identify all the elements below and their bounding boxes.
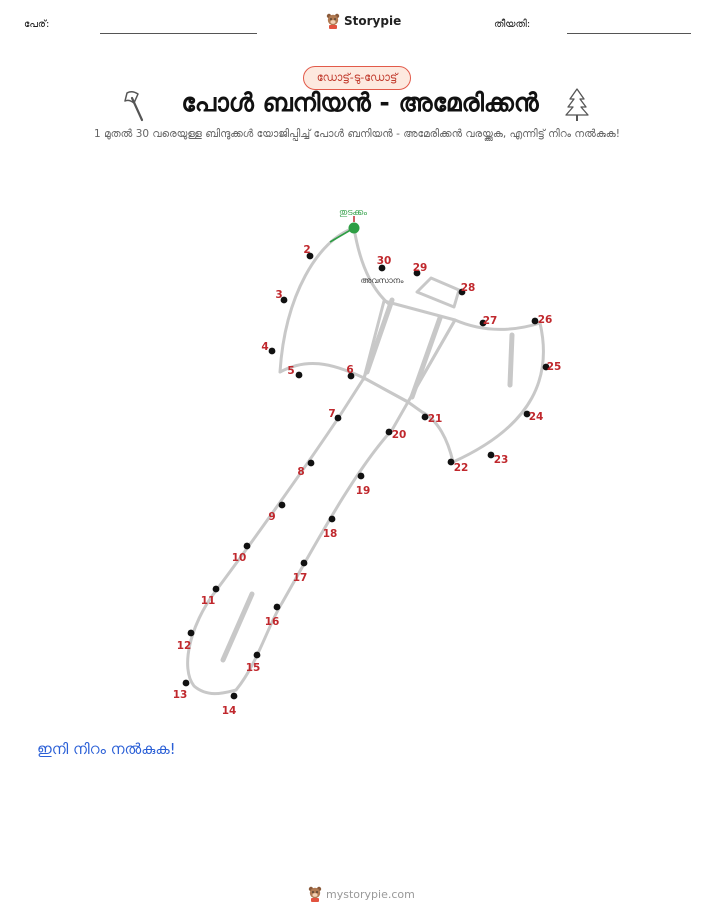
dot-10[interactable]	[244, 543, 251, 550]
dot-label-25: 25	[546, 361, 562, 373]
dot-label-28: 28	[460, 282, 476, 294]
dot-label-22: 22	[453, 462, 469, 474]
dot-label-16: 16	[264, 616, 280, 628]
footer-url[interactable]: mystorypie.com	[326, 887, 415, 901]
bear-logo-icon	[308, 886, 322, 902]
dot-11[interactable]	[213, 586, 220, 593]
dot-label-29: 29	[412, 262, 428, 274]
name-label: പേര്:	[24, 19, 50, 30]
axe-shading	[223, 300, 512, 660]
dot-9[interactable]	[279, 502, 286, 509]
footer	[308, 886, 415, 902]
dot-17[interactable]	[301, 560, 308, 567]
dot-label-5: 5	[287, 365, 295, 377]
dot-label-2: 2	[303, 244, 311, 256]
dot-14[interactable]	[231, 693, 238, 700]
dot-label-4: 4	[261, 341, 269, 353]
dot-label-10: 10	[231, 552, 247, 564]
dot-label-13: 13	[172, 689, 188, 701]
dot-label-17: 17	[292, 572, 308, 584]
dot-label-19: 19	[355, 485, 371, 497]
dot-16[interactable]	[274, 604, 281, 611]
date-label: തീയതി:	[494, 19, 531, 30]
dot-label-20: 20	[391, 429, 407, 441]
dot-label-30: 30	[376, 255, 392, 267]
dot-label-24: 24	[528, 411, 544, 423]
dot-label-21: 21	[427, 413, 443, 425]
dot-label-18: 18	[322, 528, 338, 540]
dot-label-12: 12	[176, 640, 192, 652]
dot-12[interactable]	[188, 630, 195, 637]
dot-label-14: 14	[221, 705, 237, 717]
dot-label-15: 15	[245, 662, 261, 674]
dot-label-8: 8	[297, 466, 305, 478]
dot-label-27: 27	[482, 315, 498, 327]
dot-label-26: 26	[537, 314, 553, 326]
dot-label-6: 6	[346, 364, 354, 376]
page-title: പോൾ ബനിയൻ - അമേരിക്കൻ	[181, 88, 539, 117]
dot-label-9: 9	[268, 511, 276, 523]
dot-5[interactable]	[296, 372, 303, 379]
dot-label-11: 11	[200, 595, 216, 607]
dot-label-23: 23	[493, 454, 509, 466]
logo-text: Storypie	[344, 14, 402, 28]
dot-label-3: 3	[275, 289, 283, 301]
dot-13[interactable]	[183, 680, 190, 687]
start-dot[interactable]	[349, 223, 360, 234]
start-label: തുടക്കം	[338, 208, 368, 218]
activity-badge: ഡോട്ട്-ടു-ഡോട്ട്	[303, 66, 411, 90]
dot-label-7: 7	[328, 408, 336, 420]
dot-8[interactable]	[308, 460, 315, 467]
instructions: 1 മുതൽ 30 വരെയുള്ള ബിന്ദുക്കൾ യോജിപ്പിച്ച് പോൾ ബനിയൻ - അമേരിക്കൻ വരയ്ക്കുക, എന്നിട്ട് നിറം നൽകുക!	[94, 128, 620, 140]
color-prompt: ഇനി നിറം നൽകുക!	[37, 740, 176, 758]
dot-18[interactable]	[329, 516, 336, 523]
dot-4[interactable]	[269, 348, 276, 355]
dot-15[interactable]	[254, 652, 261, 659]
end-label: അവസാനം	[360, 276, 404, 285]
dot-19[interactable]	[358, 473, 365, 480]
